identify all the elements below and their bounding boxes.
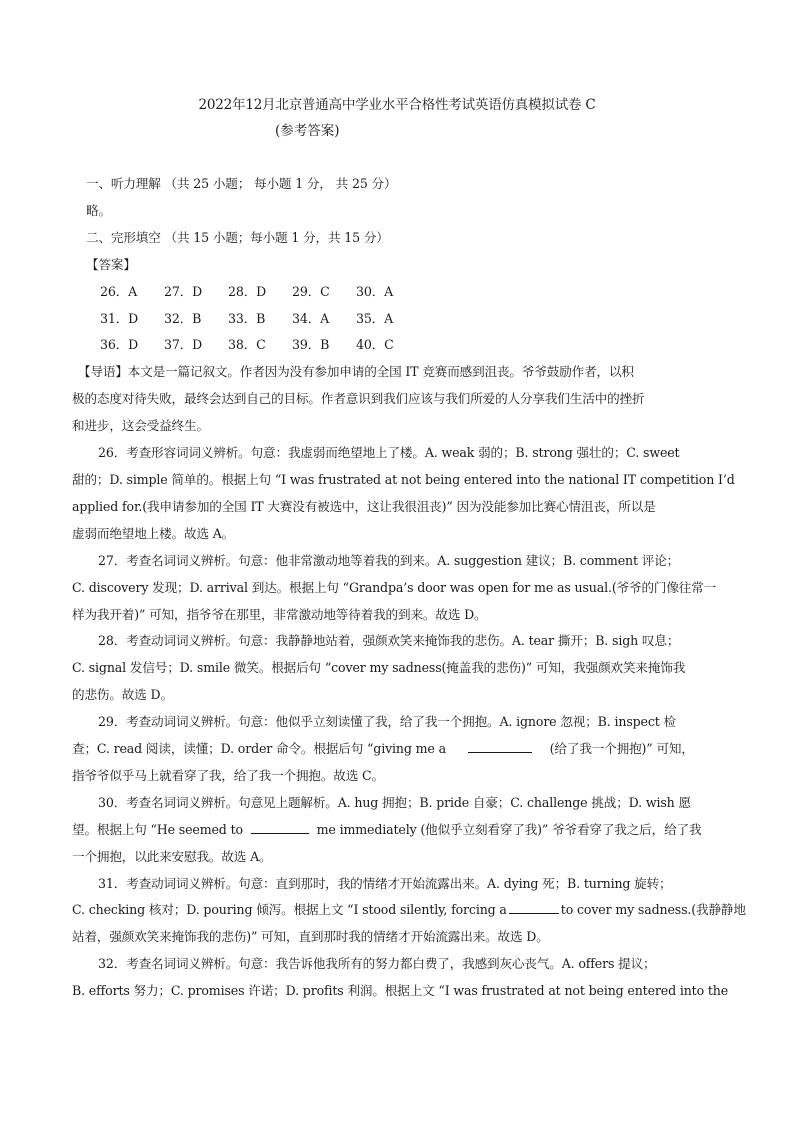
- answer-item: 26．A: [100, 283, 138, 299]
- explanation-32-line: 32．考查名词词义辨析。句意：我告诉他我所有的努力都白费了，我感到灰心丧气。A. offers 提议；: [98, 956, 656, 972]
- explanation-29-text: (给了我一个拥抱)” 可知，: [549, 741, 694, 757]
- explanation-31-text: to cover my sadness.(我静静地: [560, 902, 746, 918]
- answer-item: 31．D: [100, 310, 139, 326]
- answer-item: 27．D: [164, 283, 203, 299]
- answer-item: 32．B: [164, 310, 202, 326]
- explanation-32-line: B. efforts 努力；C. promises 许诺；D. profits 利润。根据上文 “I was frustrated at not being entered into the: [72, 983, 729, 999]
- explanation-31-line: 31．考查动词词义辨析。句意：直到那时，我的情绪才开始流露出来。A. dying 死；B. turning 旋转；: [98, 875, 672, 891]
- explanation-31-line: 站着，强颜欢笑来掩饰我的悲伤)” 可知，直到那时我的情绪才开始流露出来。故选 D。: [72, 929, 549, 945]
- intro-paragraph-line: 【导语】本文是一篇记叙文。作者因为没有参加申请的全国 IT 竞赛而感到沮丧。爷爷鼓励作者，以积: [78, 364, 634, 380]
- explanation-30-line: 30．考查名词词义辨析。句意见上题解析。A. hug 拥抱；B. pride 自豪；C. challenge 挑战；D. wish 愿: [98, 794, 691, 810]
- answer-item: 34．A: [292, 310, 330, 326]
- answer-row: [72, 279, 724, 306]
- intro-paragraph-line: 和进步，这会受益终生。: [72, 418, 209, 434]
- explanation-30-line: [72, 817, 724, 844]
- explanation-31-text: C. checking 核对；D. pouring 倾泻。根据上文 “I stood silently, forcing a: [72, 902, 507, 918]
- answer-item: 37．D: [164, 337, 203, 353]
- fill-blank: [251, 820, 309, 834]
- answer-item: 28．D: [228, 283, 267, 299]
- fill-blank: [509, 900, 559, 914]
- answer-item: 40．C: [356, 337, 394, 353]
- section-heading-cloze: 二、完形填空 （共 15 小题；每小题 1 分，共 15 分）: [86, 229, 389, 245]
- explanation-26-line: 甜的；D. simple 简单的。根据上句 “I was frustrated at not being entered into the national IT competition I’d: [72, 471, 735, 487]
- answer-item: 38．C: [228, 337, 266, 353]
- answer-item: 39．B: [292, 337, 330, 353]
- answer-row: [72, 306, 724, 333]
- answer-item: 36．D: [100, 337, 139, 353]
- explanation-27-line: 样为我开着)” 可知，指爷爷在那里，非常激动地等待着我的到来。故选 D。: [72, 606, 487, 622]
- answer-item: 33．B: [228, 310, 266, 326]
- explanation-27-line: C. discovery 发现；D. arrival 到达。根据上句 “Grandpa’s door was open for me as usual.(爷爷的门像往常一: [72, 579, 717, 595]
- explanation-30-text: 望。根据上句 “He seemed to: [72, 821, 243, 837]
- answer-item: 29．C: [292, 283, 330, 299]
- document-body: [72, 171, 746, 1005]
- explanation-28-line: 的悲伤。故选 D。: [72, 687, 173, 703]
- answer-label: 【答案】: [86, 256, 136, 272]
- answer-item: 35．A: [356, 310, 394, 326]
- explanation-27-line: 27．考查名词词义辨析。句意：他非常激动地等着我的到来。A. suggestion 建议；B. comment 评论；: [98, 552, 680, 568]
- explanation-28-line: C. signal 发信号；D. smile 微笑。根据后句 “cover my sadness(掩盖我的悲伤)” 可知，我强颜欢笑来掩饰我: [72, 660, 686, 676]
- answer-row: [72, 332, 724, 359]
- explanation-26-line: 虚弱而绝望地上楼。故选 A。: [72, 525, 235, 541]
- page-title: 2022年12月北京普通高中学业水平合格性考试英语仿真模拟试卷 C: [198, 97, 596, 113]
- section-body-listening: 略。: [86, 202, 111, 218]
- explanation-30-line: 一个拥抱，以此来安慰我。故选 A。: [72, 848, 272, 864]
- explanation-31-line: [72, 897, 746, 924]
- answer-item: 30．A: [356, 283, 394, 299]
- explanation-26-line: 26．考查形容词词义辨析。句意：我虚弱而绝望地上了楼。A. weak 弱的；B. strong 强壮的；C. sweet: [98, 445, 680, 461]
- fill-blank: [468, 739, 532, 753]
- section-heading-listening: 一、听力理解 （共 25 小题； 每小题 1 分， 共 25 分）: [86, 176, 397, 191]
- explanation-28-line: 28．考查动词词义辨析。句意：我静静地站着，强颜欢笑来掩饰我的悲伤。A. tear 撕开；B. sigh 叹息；: [98, 633, 680, 649]
- explanation-26-line: applied for.(我申请参加的全国 IT 大赛没有被选中，这让我很沮丧)” 因为没能参加比赛心情沮丧，所以是: [72, 498, 656, 514]
- explanation-29-text: 查；C. read 阅读，读懂；D. order 命令。根据后句 “giving me a: [72, 741, 446, 757]
- explanation-29-line: 29．考查动词词义辨析。句意：他似乎立刻读懂了我，给了我一个拥抱。A. ignore 忽视；B. inspect 检: [98, 714, 676, 730]
- intro-paragraph-line: 极的态度对待失败，最终会达到自己的目标。作者意识到我们应该与我们所爱的人分享我们生活中的挫折: [72, 391, 645, 407]
- page-subtitle: (参考答案): [275, 123, 340, 139]
- explanation-29-line: 指爷爷似乎马上就看穿了我，给了我一个拥抱。故选 C。: [72, 767, 384, 783]
- explanation-29-line: [72, 736, 724, 763]
- explanation-30-text: me immediately (他似乎立刻看穿了我)” 爷爷看穿了我之后，给了我: [316, 821, 702, 837]
